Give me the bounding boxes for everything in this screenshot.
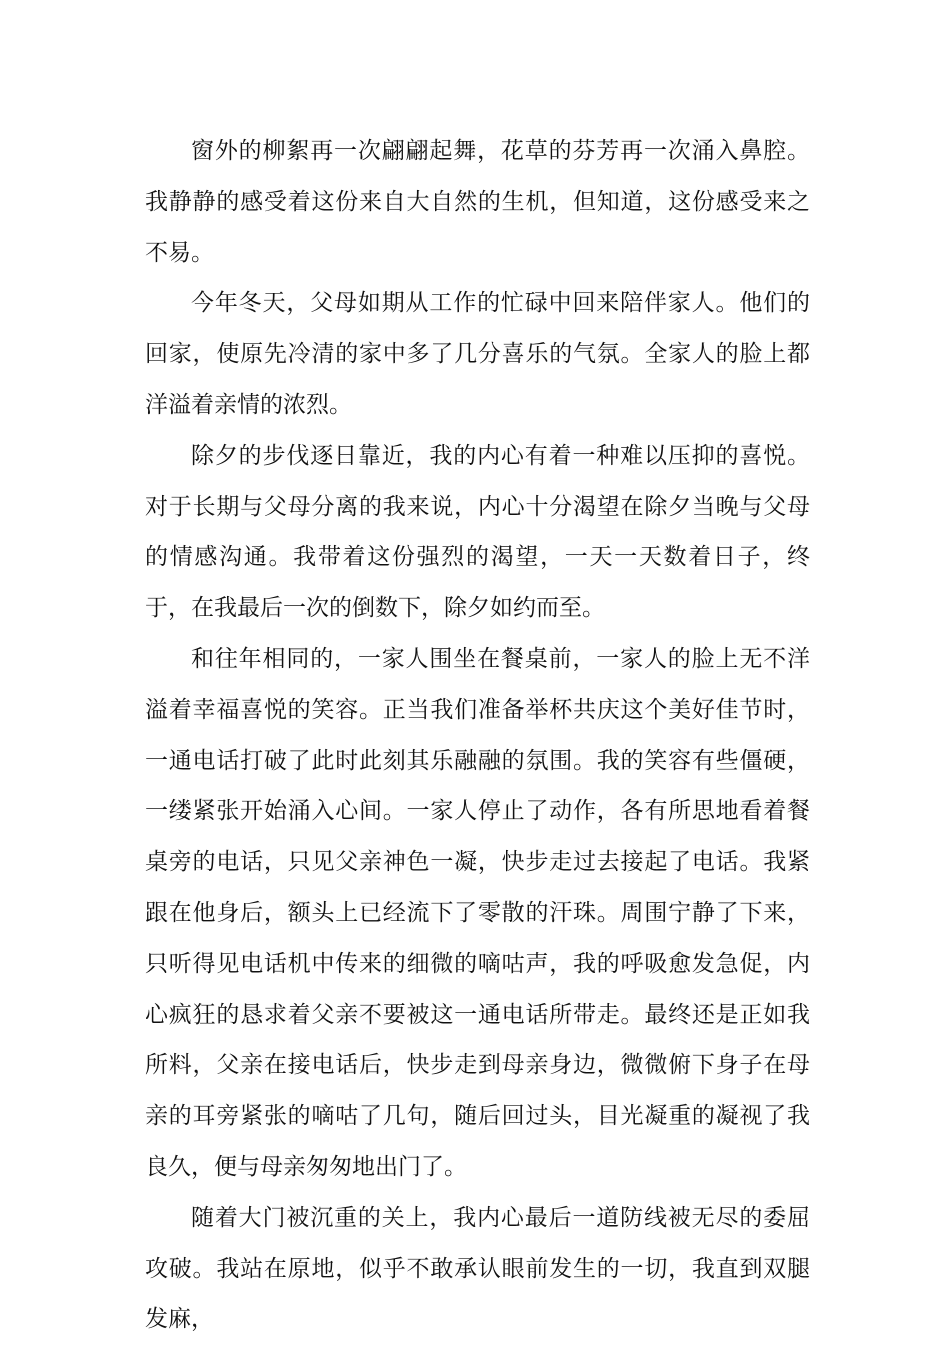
paragraph-5: 随着大门被沉重的关上，我内心最后一道防线被无尽的委屈攻破。我站在原地，似乎不敢承认眼前发生的一切，我直到双腿发麻， bbox=[145, 1204, 810, 1333]
paragraph-2: 今年冬天，父母如期从工作的忙碌中回来陪伴家人。他们的回家，使原先冷清的家中多了几分喜乐的气氛。全家人的脸上都洋溢着亲情的浓烈。 bbox=[145, 290, 810, 418]
paragraph-1: 窗外的柳絮再一次翩翩起舞，花草的芬芳再一次涌入鼻腔。我静静的感受着这份来自大自然的生机，但知道，这份感受来之不易。 bbox=[145, 138, 810, 266]
document-body bbox=[145, 126, 810, 1345]
paragraph-4: 和往年相同的，一家人围坐在餐桌前，一家人的脸上无不洋溢着幸福喜悦的笑容。正当我们准备举杯共庆这个美好佳节时，一通电话打破了此时此刻其乐融融的氛围。我的笑容有些僵硬，一缕紧张开始涌入心间。一家人停止了动作，各有所思地看着餐桌旁的电话，只见父亲神色一凝，快步走过去接起了电话。我紧跟在他身后，额头上已经流下了零散的汗珠。周围宁静了下来，只听得见电话机中传来的细微的嘀咕声，我的呼吸愈发急促，内心疯狂的恳求着父亲不要被这一通电话所带走。最终还是正如我所料，父亲在接电话后，快步走到母亲身边，微微俯下身子在母亲的耳旁紧张的嘀咕了几句，随后回过头，目光凝重的凝视了我良久，便与母亲匆匆地出门了。 bbox=[145, 645, 810, 1180]
paragraph-3: 除夕的步伐逐日靠近，我的内心有着一种难以压抑的喜悦。对于长期与父母分离的我来说，内心十分渴望在除夕当晚与父母的情感沟通。我带着这份强烈的渴望，一天一天数着日子，终于，在我最后一次的倒数下，除夕如约而至。 bbox=[145, 442, 810, 622]
